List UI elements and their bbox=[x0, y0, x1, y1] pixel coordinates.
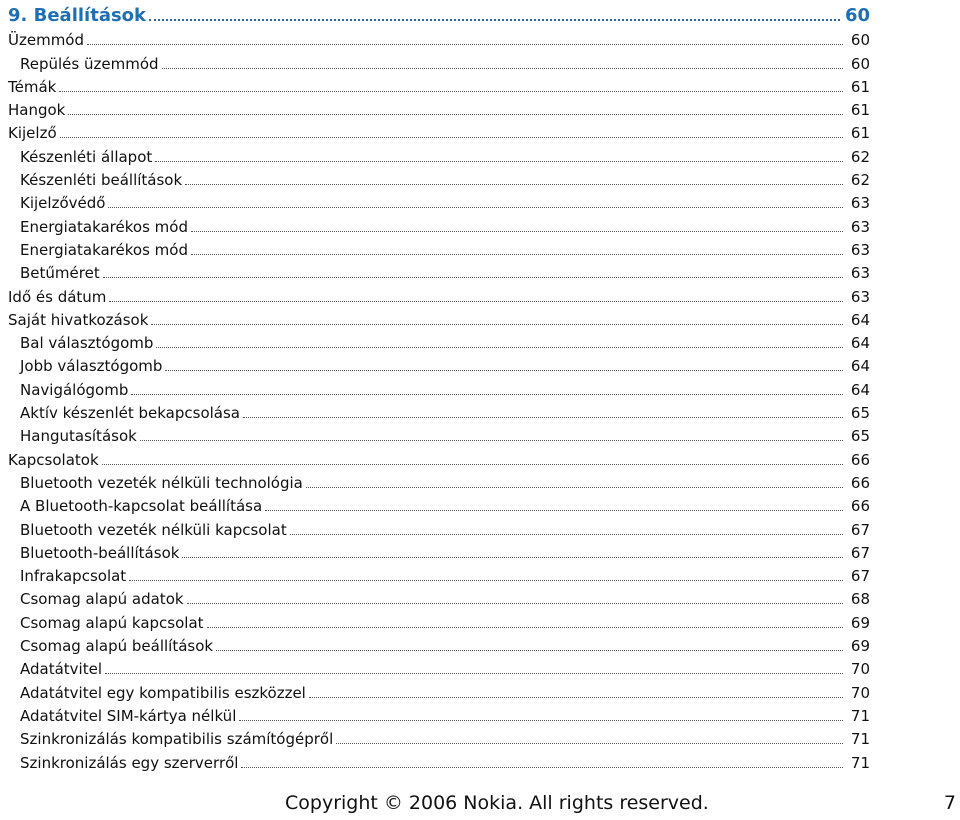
toc-entry-label: Kapcsolatok bbox=[8, 450, 99, 469]
toc-entry-page: 69 bbox=[850, 613, 870, 632]
toc-dot-leader bbox=[216, 650, 843, 651]
toc-entry[interactable] bbox=[8, 656, 870, 679]
toc-entry-label: Aktív készenlét bekapcsolása bbox=[20, 404, 240, 423]
toc-dot-leader bbox=[185, 184, 843, 185]
toc-entry-label: Energiatakarékos mód bbox=[20, 240, 188, 259]
toc-dot-leader bbox=[336, 743, 843, 744]
toc-entry[interactable] bbox=[8, 470, 870, 493]
toc-entry[interactable] bbox=[8, 516, 870, 539]
toc-entry-page: 68 bbox=[850, 590, 870, 609]
toc-entry[interactable] bbox=[8, 423, 870, 446]
toc-entry-page: 60 bbox=[850, 54, 870, 73]
toc-entry-label: Adatátvitel SIM-kártya nélkül bbox=[20, 706, 237, 725]
toc-dot-leader bbox=[241, 767, 843, 768]
toc-entry-page: 66 bbox=[850, 497, 870, 516]
toc-dot-leader bbox=[309, 697, 843, 698]
toc-entry-page: 70 bbox=[850, 683, 870, 702]
toc-dot-leader bbox=[129, 580, 843, 581]
toc-heading-page: 60 bbox=[844, 5, 870, 26]
toc-entry-list bbox=[8, 27, 870, 773]
toc-entry[interactable] bbox=[8, 97, 870, 120]
toc-entry[interactable] bbox=[8, 307, 870, 330]
toc-entry-label: Csomag alapú kapcsolat bbox=[20, 613, 204, 632]
toc-entry-page: 66 bbox=[850, 450, 870, 469]
toc-dot-leader bbox=[243, 417, 843, 418]
toc-entry[interactable] bbox=[8, 563, 870, 586]
toc-dot-leader bbox=[108, 207, 843, 208]
table-of-contents bbox=[8, 2, 870, 773]
toc-dot-leader bbox=[207, 627, 843, 628]
toc-entry[interactable] bbox=[8, 27, 870, 50]
toc-entry-label: Készenléti beállítások bbox=[20, 171, 183, 190]
toc-entry-label: Készenléti állapot bbox=[20, 147, 153, 166]
toc-dot-leader bbox=[103, 277, 843, 278]
toc-entry-label: Hangutasítások bbox=[20, 427, 137, 446]
toc-dot-leader bbox=[182, 557, 843, 558]
toc-dot-leader bbox=[140, 440, 843, 441]
toc-entry-label: Repülés üzemmód bbox=[20, 54, 159, 73]
toc-entry-page: 63 bbox=[850, 240, 870, 259]
toc-dot-leader bbox=[105, 673, 843, 674]
toc-entry-page: 64 bbox=[850, 357, 870, 376]
toc-entry-page: 63 bbox=[850, 264, 870, 283]
toc-entry[interactable] bbox=[8, 74, 870, 97]
toc-dot-leader bbox=[131, 394, 843, 395]
toc-entry[interactable] bbox=[8, 703, 870, 726]
toc-entry[interactable] bbox=[8, 120, 870, 143]
toc-entry-page: 66 bbox=[850, 473, 870, 492]
toc-entry-label: Kijelző bbox=[8, 124, 57, 143]
toc-entry[interactable] bbox=[8, 679, 870, 702]
toc-entry-page: 64 bbox=[850, 334, 870, 353]
toc-entry-label: Csomag alapú beállítások bbox=[20, 637, 214, 656]
toc-entry-label: Csomag alapú adatok bbox=[20, 590, 184, 609]
toc-entry-page: 64 bbox=[850, 310, 870, 329]
toc-dot-leader bbox=[151, 324, 843, 325]
toc-entry[interactable] bbox=[8, 446, 870, 469]
toc-entry-label: Üzemmód bbox=[8, 31, 85, 50]
toc-dot-leader bbox=[60, 137, 843, 138]
toc-entry[interactable] bbox=[8, 143, 870, 166]
toc-entry-label: A Bluetooth-kapcsolat beállítása bbox=[20, 497, 263, 516]
page-footer bbox=[0, 792, 960, 818]
toc-dot-leader bbox=[165, 370, 843, 371]
toc-entry-page: 67 bbox=[850, 567, 870, 586]
toc-entry-page: 65 bbox=[850, 404, 870, 423]
toc-entry-label: Kijelzővédő bbox=[20, 194, 106, 213]
toc-dot-leader bbox=[155, 161, 843, 162]
toc-entry-label: Témák bbox=[8, 77, 57, 96]
toc-entry[interactable] bbox=[8, 353, 870, 376]
toc-entry-label: Hangok bbox=[8, 101, 66, 120]
toc-dot-leader bbox=[149, 19, 840, 21]
toc-entry[interactable] bbox=[8, 749, 870, 772]
toc-entry-page: 61 bbox=[850, 77, 870, 96]
toc-dot-leader bbox=[239, 720, 843, 721]
toc-dot-leader bbox=[156, 347, 843, 348]
toc-entry-page: 71 bbox=[850, 706, 870, 725]
toc-entry-page: 63 bbox=[850, 194, 870, 213]
toc-entry-label: Adatátvitel bbox=[20, 660, 102, 679]
toc-entry[interactable] bbox=[8, 167, 870, 190]
toc-dot-leader bbox=[306, 487, 843, 488]
toc-dot-leader bbox=[290, 534, 843, 535]
toc-entry-label: Szinkronizálás egy szerverről bbox=[20, 753, 239, 772]
toc-entry[interactable] bbox=[8, 400, 870, 423]
toc-section-heading[interactable] bbox=[8, 2, 870, 27]
toc-dot-leader bbox=[68, 114, 843, 115]
toc-entry-page: 61 bbox=[850, 124, 870, 143]
toc-entry-label: Jobb választógomb bbox=[20, 357, 163, 376]
toc-entry-page: 62 bbox=[850, 171, 870, 190]
toc-dot-leader bbox=[265, 510, 843, 511]
toc-entry[interactable] bbox=[8, 283, 870, 306]
toc-entry-label: Bluetooth vezeték nélküli kapcsolat bbox=[20, 520, 287, 539]
toc-entry-label: Betűméret bbox=[20, 264, 100, 283]
toc-entry-page: 69 bbox=[850, 637, 870, 656]
toc-entry-label: Idő és dátum bbox=[8, 287, 107, 306]
toc-entry-label: Energiatakarékos mód bbox=[20, 217, 188, 236]
copyright-notice: Copyright © 2006 Nokia. All rights reserved. bbox=[285, 792, 709, 814]
toc-entry[interactable] bbox=[8, 260, 870, 283]
toc-entry-page: 71 bbox=[850, 730, 870, 749]
toc-entry-page: 60 bbox=[850, 31, 870, 50]
toc-dot-leader bbox=[191, 254, 843, 255]
toc-dot-leader bbox=[109, 301, 843, 302]
toc-dot-leader bbox=[87, 44, 843, 45]
toc-entry-label: Adatátvitel egy kompatibilis eszközzel bbox=[20, 683, 306, 702]
toc-entry-page: 63 bbox=[850, 217, 870, 236]
toc-entry-page: 65 bbox=[850, 427, 870, 446]
toc-entry-page: 70 bbox=[850, 660, 870, 679]
toc-entry-page: 62 bbox=[850, 147, 870, 166]
toc-entry[interactable] bbox=[8, 586, 870, 609]
toc-entry-page: 64 bbox=[850, 380, 870, 399]
toc-dot-leader bbox=[59, 91, 843, 92]
toc-entry[interactable] bbox=[8, 330, 870, 353]
toc-entry[interactable] bbox=[8, 376, 870, 399]
toc-entry[interactable] bbox=[8, 609, 870, 632]
toc-dot-leader bbox=[102, 464, 843, 465]
toc-entry-label: Bluetooth-beállítások bbox=[20, 543, 180, 562]
toc-dot-leader bbox=[162, 68, 843, 69]
toc-entry-page: 63 bbox=[850, 287, 870, 306]
toc-entry-label: Szinkronizálás kompatibilis számítógépről bbox=[20, 730, 334, 749]
toc-entry[interactable] bbox=[8, 213, 870, 236]
toc-entry[interactable] bbox=[8, 726, 870, 749]
page-number: 7 bbox=[943, 792, 956, 814]
toc-heading-label: 9. Beállítások bbox=[8, 5, 147, 26]
toc-entry-page: 71 bbox=[850, 753, 870, 772]
toc-entry[interactable] bbox=[8, 50, 870, 73]
toc-entry-page: 67 bbox=[850, 520, 870, 539]
toc-entry-label: Bal választógomb bbox=[20, 334, 154, 353]
toc-entry-label: Saját hivatkozások bbox=[8, 310, 149, 329]
toc-dot-leader bbox=[187, 603, 843, 604]
toc-entry[interactable] bbox=[8, 633, 870, 656]
toc-entry[interactable] bbox=[8, 493, 870, 516]
toc-dot-leader bbox=[191, 231, 843, 232]
toc-entry[interactable] bbox=[8, 540, 870, 563]
toc-entry-page: 67 bbox=[850, 543, 870, 562]
toc-entry[interactable] bbox=[8, 190, 870, 213]
toc-entry-label: Bluetooth vezeték nélküli technológia bbox=[20, 473, 303, 492]
toc-entry-page: 61 bbox=[850, 101, 870, 120]
toc-entry-label: Infrakapcsolat bbox=[20, 567, 127, 586]
toc-entry[interactable] bbox=[8, 237, 870, 260]
toc-entry-label: Navigálógomb bbox=[20, 380, 129, 399]
